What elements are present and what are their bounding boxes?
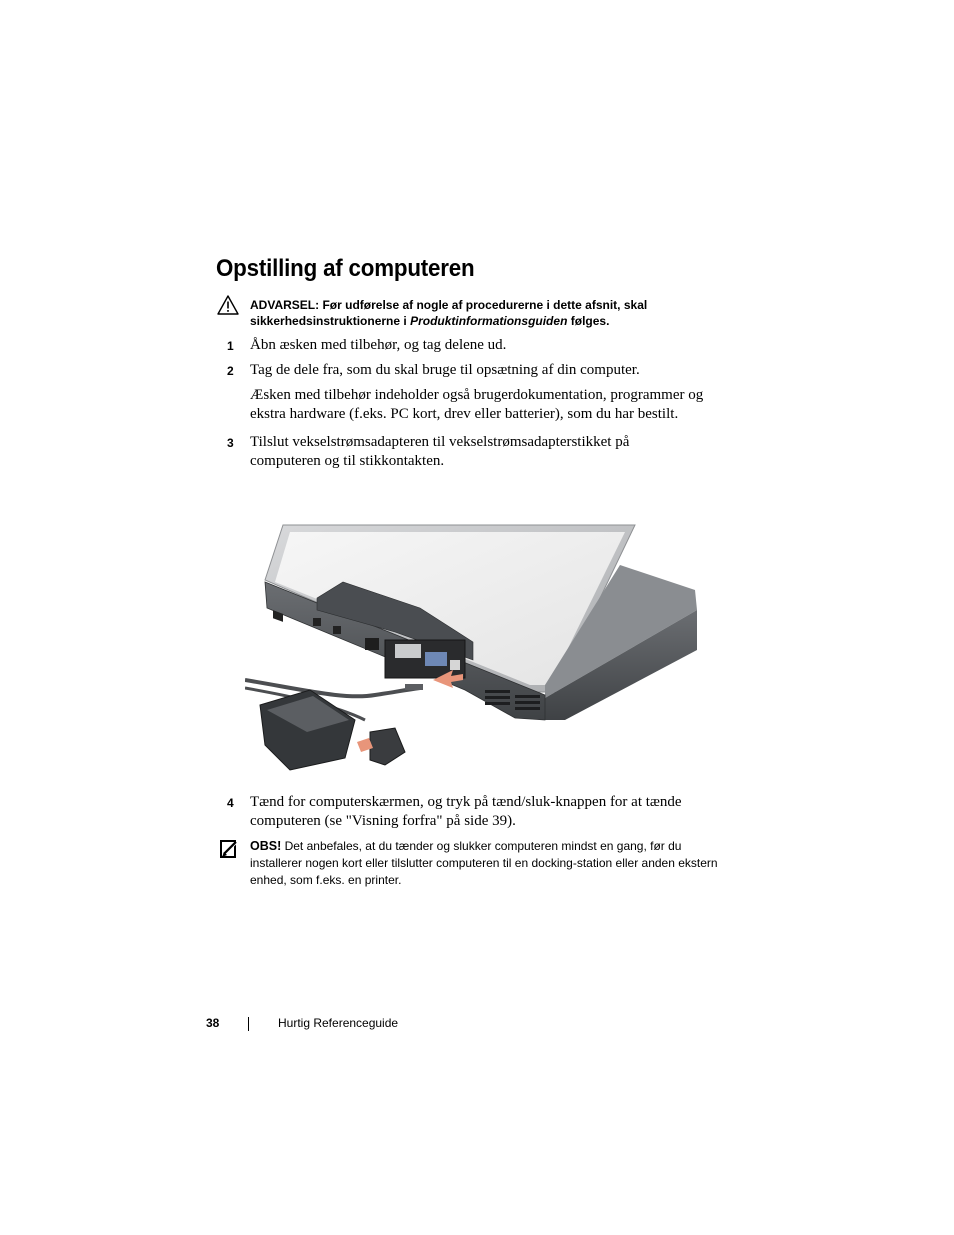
step-number: 4 <box>227 796 234 810</box>
note-label: OBS! <box>250 839 282 853</box>
note-callout <box>250 838 720 889</box>
warning-text-end: følges. <box>567 314 610 328</box>
step-text: Åbn æsken med tilbehør, og tag delene ud. <box>250 337 507 353</box>
laptop-adapter-illustration <box>245 520 705 782</box>
warning-triangle-icon <box>217 295 239 315</box>
step-number: 3 <box>227 436 234 450</box>
step-paragraph: Æsken med tilbehør indeholder også brugerdokumentation, programmer og ekstra hardware (f.eks. PC kort, drev eller batterier), som du har bestilt. <box>250 387 704 422</box>
step-text: Tænd for computerskærmen, og tryk på tænd/sluk-knappen for at tænde computeren (se "Visning forfra" på side 39). <box>250 794 682 829</box>
power-plug <box>370 728 405 765</box>
step-number: 1 <box>227 339 234 353</box>
page-title: Opstilling af computeren <box>216 255 475 282</box>
warning-label: ADVARSEL: <box>250 298 320 312</box>
footer-divider <box>248 1017 249 1031</box>
warning-text: Før udførelse af nogle af procedurerne i dette afsnit, skal sikkerhedsinstruktionerne i <box>250 298 648 328</box>
warning-emphasis: Produktinformationsguiden <box>410 314 568 328</box>
page-number: 38 <box>206 1016 220 1030</box>
step-text: Tilslut vekselstrømsadapteren til vekselstrømsadapterstikket på computeren og til stikkontakten. <box>250 434 630 469</box>
warning-callout <box>250 297 720 329</box>
step-number: 2 <box>227 364 234 378</box>
step-text: Tag de dele fra, som du skal bruge til opsætning af din computer. <box>250 362 640 378</box>
note-text: Det anbefales, at du tænder og slukker computeren mindst en gang, før du installerer nogen kort eller tilslutter computeren til en docking-station eller anden ekstern enhed, som f.eks. en printer. <box>250 839 718 887</box>
pencil-note-icon <box>218 838 240 860</box>
footer-title: Hurtig Referenceguide <box>278 1016 399 1030</box>
